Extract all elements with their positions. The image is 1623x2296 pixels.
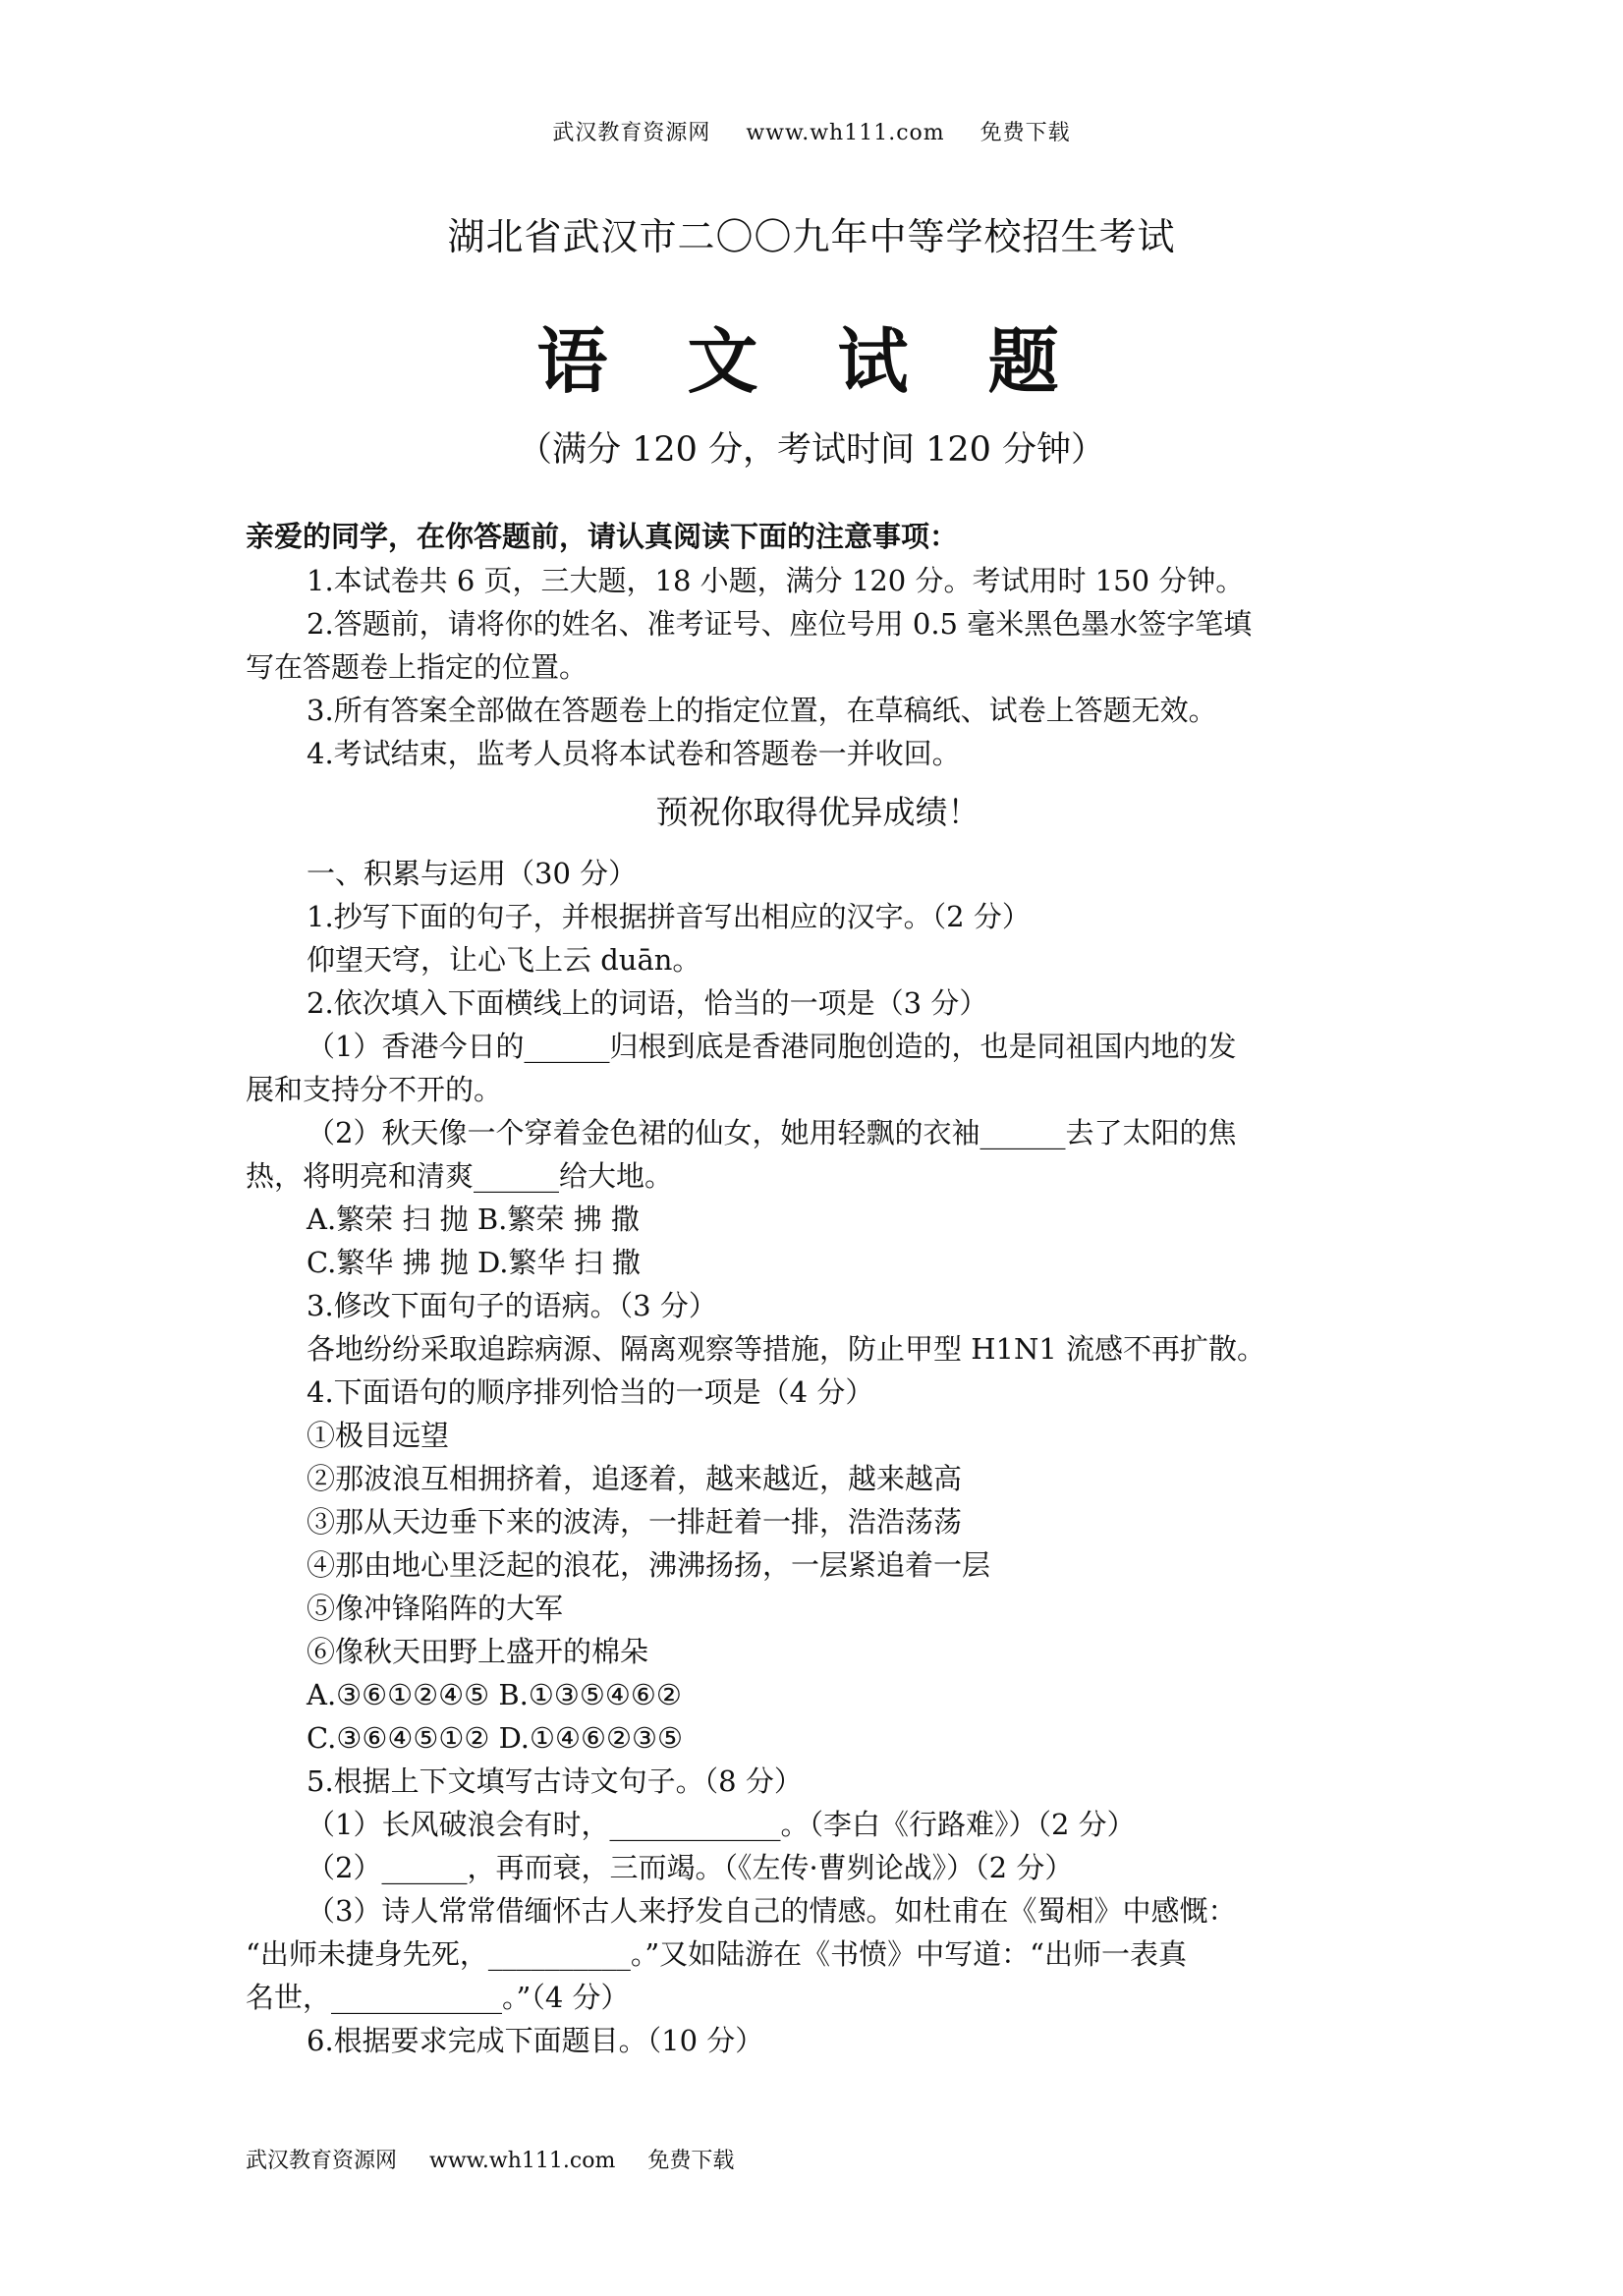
question-2-sub1: （1）香港今日的______归根到底是香港同胞创造的，也是同祖国内地的发 [307,1030,1237,1063]
question-4-options-ab: A.③⑥①②④⑤ B.①③⑤④⑥② [307,1678,682,1711]
question-2-sub2: （2）秋天像一个穿着金色裙的仙女，她用轻飘的衣袖______去了太阳的焦 [307,1116,1237,1149]
header-site: 武汉教育资源网 [552,121,711,145]
question-6: 6.根据要求完成下面题目。（10 分） [307,2024,764,2057]
score-info: （满分 120 分，考试时间 120 分钟） [517,430,1106,470]
blessing: 预祝你取得优异成绩！ [655,793,980,831]
question-5-sub3: （3）诗人常常借缅怀古人来抒发自己的情感。如杜甫在《蜀相》中感慨： [307,1894,1237,1928]
question-2-sub2-cont: 热，将明亮和清爽______给大地。 [246,1159,674,1193]
question-5-sub1: （1）长风破浪会有时，____________。（李白《行路难》）（2 分） [307,1808,1136,1841]
exam-content [246,559,1390,2062]
subject-title: 语 文 试 题 [536,320,1087,403]
question-4-item: ⑤像冲锋陷阵的大军 [307,1592,564,1625]
notice-item: 1.本试卷共 6 页，三大题，18 小题，满分 120 分。考试用时 150 分钟。 [307,564,1245,597]
question-5-sub3-cont: “出师未捷身先死，__________。”又如陆游在《书愤》中写道：“出师一表真 [246,1937,1187,1971]
notice-item: 2.答题前，请将你的姓名、准考证号、座位号用 0.5 毫米黑色墨水签字笔填 [307,607,1253,641]
question-4-item: ②那波浪互相拥挤着，追逐着，越来越近，越来越高 [307,1462,963,1495]
question-5: 5.根据上下文填写古诗文句子。（8 分） [307,1764,803,1798]
question-2-sub1-cont: 展和支持分不开的。 [246,1073,503,1106]
page-header [0,116,1623,146]
notice-item: 写在答题卷上指定的位置。 [246,650,588,684]
header-download: 免费下载 [979,121,1071,145]
question-2-options-ab: A.繁荣 扫 抛 B.繁荣 拂 撒 [307,1203,640,1236]
header-url: www.wh111.com [746,121,945,145]
question-1: 1.抄写下面的句子，并根据拼音写出相应的汉字。（2 分） [307,900,1031,933]
question-4-item: ①极目远望 [307,1419,450,1452]
question-4-item: ③那从天边垂下来的波涛，一排赶着一排，浩浩荡荡 [307,1505,963,1539]
footer-url: www.wh111.com [429,2149,616,2173]
question-5-sub2: （2）______，再而衰，三而竭。（《左传·曹刿论战》）（2 分） [307,1851,1074,1884]
question-3-sentence: 各地纷纷采取追踪病源、隔离观察等措施，防止甲型 H1N1 流感不再扩散。 [307,1332,1266,1366]
footer-site: 武汉教育资源网 [246,2149,398,2173]
question-4-options-cd: C.③⑥④⑤①② D.①④⑥②③⑤ [307,1721,684,1755]
question-2-options-cd: C.繁华 拂 抛 D.繁华 扫 撒 [307,1246,641,1279]
question-1-sentence: 仰望天穹，让心飞上云 duān。 [307,943,701,977]
question-4-item: ④那由地心里泛起的浪花，沸沸扬扬，一层紧追着一层 [307,1548,991,1582]
question-4-item: ⑥像秋天田野上盛开的棉朵 [307,1635,649,1668]
notice-item: 3.所有答案全部做在答题卷上的指定位置，在草稿纸、试卷上答题无效。 [307,694,1217,727]
question-2: 2.依次填入下面横线上的词语，恰当的一项是（3 分） [307,986,988,1020]
notice-item: 4.考试结束，监考人员将本试卷和答题卷一并收回。 [307,737,961,770]
question-3: 3.修改下面句子的语病。（3 分） [307,1289,717,1322]
exam-title: 湖北省武汉市二〇〇九年中等学校招生考试 [447,215,1176,258]
question-5-sub3-end: 名世，____________。”（4 分） [246,1981,630,2014]
section-heading: 一、积累与运用（30 分） [307,857,638,890]
question-4: 4.下面语句的顺序排列恰当的一项是（4 分） [307,1375,874,1409]
page-footer [246,2144,759,2174]
notice-heading: 亲爱的同学，在你答题前，请认真阅读下面的注意事项： [246,520,959,553]
footer-download: 免费下载 [647,2149,735,2173]
